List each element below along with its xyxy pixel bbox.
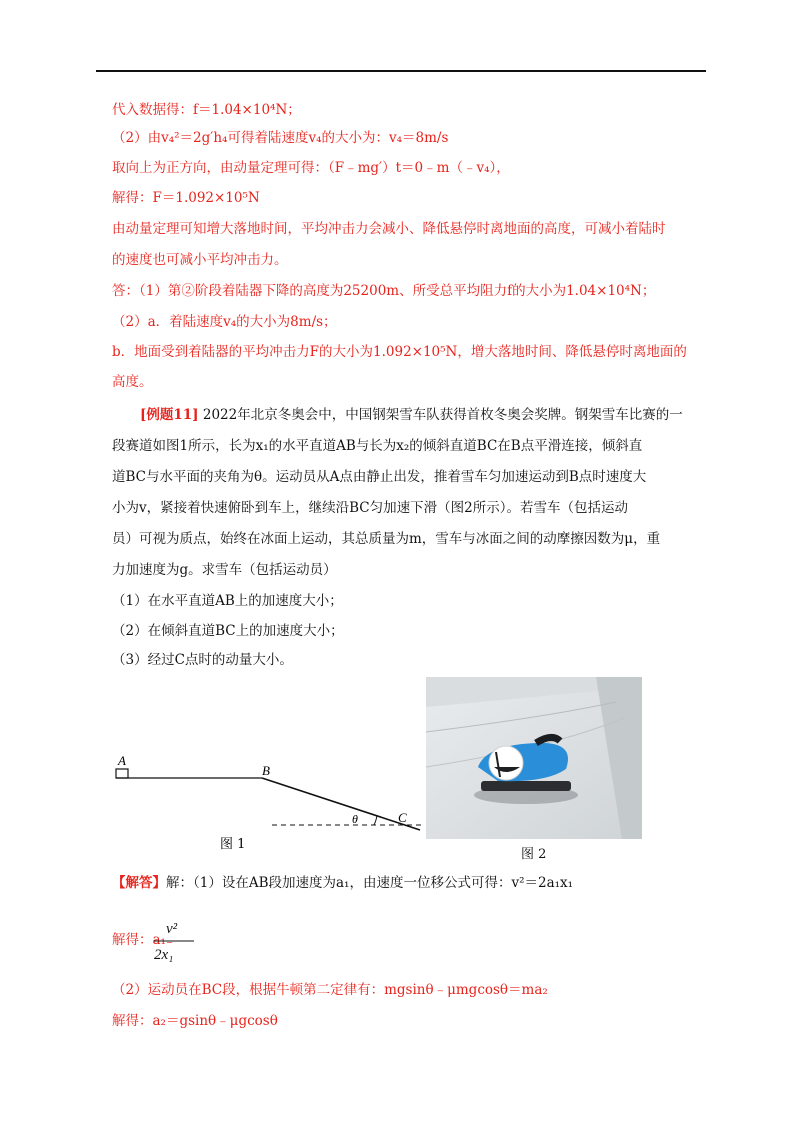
figure-2-caption: 图 2 [521,847,547,862]
solution-line-1: 代入数据得：f＝1.04×10⁴N； [112,102,301,118]
example-line-6: 力加速度为g。求雪车（包括运动员） [112,562,337,578]
solution-start: 【解答】解：（1）设在AB段加速度为a₁，由速度一位移公式可得：v²＝2a₁x₁ [112,875,574,891]
answer-line-4: 高度。 [112,374,153,390]
label-c: C [398,810,407,825]
result-a2: 解得：a₂＝gsinθ﹣μgcosθ [112,1013,278,1029]
label-theta: θ [352,812,358,826]
answer-part-2: （2）运动员在BC段，根据牛顿第二定律有：mgsinθ﹣μmgcosθ＝ma₂ [112,982,548,998]
example-line-5: 员）可视为质点，始终在冰面上运动，其总质量为m，雪车与冰面之间的动摩擦因数为μ，重 [112,531,661,547]
label-a: A [118,753,126,768]
question-1: （1）在水平直道AB上的加速度大小； [112,593,343,609]
answer-label: 【解答】 [112,875,166,891]
label-b: B [262,763,270,778]
header-rule [96,70,706,72]
solution-line-6: 的速度也可减小平均冲击力。 [112,252,288,268]
answer-line-1: 答：（1）第②阶段着陆器下降的高度为25200m、所受总平均阻力f的大小为1.04×10⁴N； [112,283,656,299]
example-line-2: 段赛道如图1所示，长为x₁的水平直道AB与长为x₂的倾斜直道BC在B点平滑连接，倾斜直 [112,438,643,454]
solution-line-2: （2）由v₄²＝2g′h₄可得着陆速度v₄的大小为：v₄＝8m/s [112,130,449,146]
question-3: （3）经过C点时的动量大小。 [112,652,293,668]
fraction-denominator: 2x₁ [154,947,174,963]
answer-line-2: （2）a．着陆速度v₄的大小为8m/s； [112,314,337,330]
track-bc [262,778,420,830]
example-line-1: [例题11] 2022年北京冬奥会中，中国钢架雪车队获得首枚冬奥会奖牌。钢架雪车比赛的一 [140,407,683,423]
helmet [489,746,523,780]
fraction-numerator: v² [166,921,178,937]
solution-line-4: 解得：F＝1.092×10⁵N [112,190,260,206]
sled [481,781,571,791]
angle-arc [374,815,377,825]
solution-line-5: 由动量定理可知增大落地时间，平均冲击力会减小、降低悬停时离地面的高度，可减小着陆时 [112,221,666,237]
figure-2-photo [426,677,642,839]
question-2: （2）在倾斜直道BC上的加速度大小； [112,623,344,639]
figure-1-caption: 图 1 [220,837,246,852]
example-label: [例题11] [140,407,199,423]
fraction-a1 [152,917,204,965]
answer-line-3: b．地面受到着陆器的平均冲击力F的大小为1.092×10⁵N，增大落地时间、降低悬停时离地面的 [112,344,687,360]
figure-1-track-diagram [112,752,432,862]
result-a1-prefix: 解得：a₁₌ [112,932,174,948]
solution-line-3: 取向上为正方向，由动量定理可得：（F﹣mg′）t＝0﹣m（﹣v₄）， [112,160,510,176]
example-line-4: 小为v，紧接着快速俯卧到车上，继续沿BC匀加速下滑（图2所示）。若雪车（包括运动 [112,500,628,516]
example-line-3: 道BC与水平面的夹角为θ。运动员从A点由静止出发，推着雪车匀加速运动到B点时速度大 [112,469,647,485]
sled-box [116,769,128,778]
